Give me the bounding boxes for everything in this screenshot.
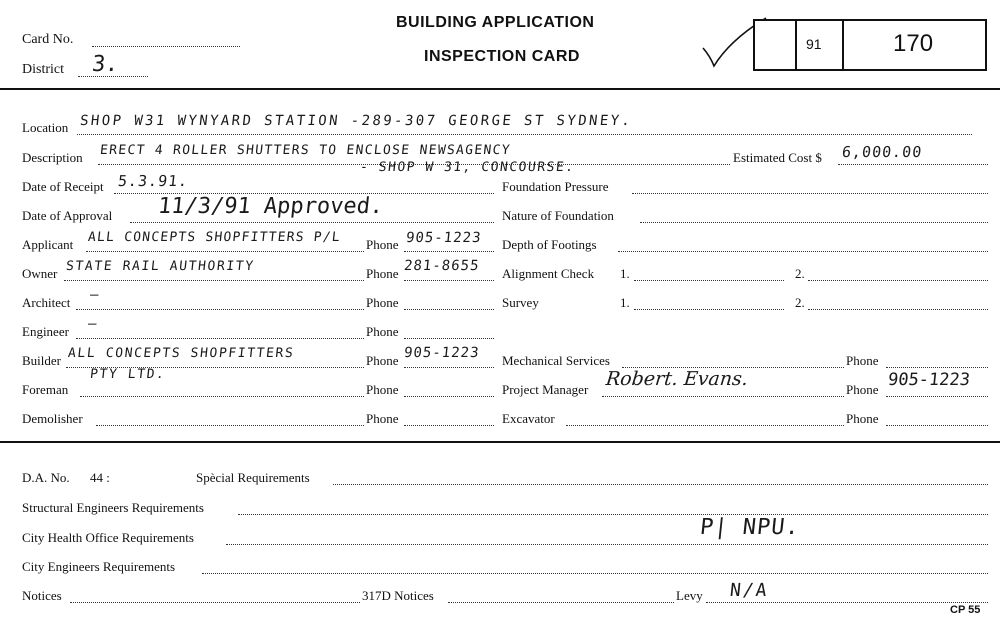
- box-divider: [795, 19, 797, 71]
- excavator-label: Excavator: [502, 411, 555, 426]
- owner-dotted-line: [64, 280, 364, 281]
- alignment-two-label: 2.: [795, 266, 805, 281]
- builder-value-2: PTY LTD.: [89, 367, 167, 382]
- description-label: Description: [22, 150, 83, 165]
- nature-foundation-dotted-line: [640, 222, 988, 223]
- mechanical-phone-label: Phone: [846, 353, 879, 368]
- box-number: 170: [893, 30, 934, 57]
- card-reference-box: [753, 19, 987, 71]
- approval-label: Date of Approval: [22, 208, 113, 223]
- special-requirements-dotted-line: [333, 484, 988, 485]
- applicant-value: ALL CONCEPTS SHOPFITTERS P/L: [87, 230, 342, 245]
- city-engineers-label: City Engineers Requirements: [22, 559, 176, 574]
- applicant-dotted-line: [86, 251, 364, 252]
- da-no-label: D.A. No.: [22, 470, 70, 485]
- health-value: P| NPU.: [698, 515, 802, 540]
- box-year: 91: [806, 36, 822, 52]
- owner-phone-dotted-line: [404, 280, 494, 281]
- owner-phone-value: 281-8655: [403, 258, 481, 274]
- district-value: 3.: [90, 52, 120, 77]
- card-no-label: Card No.: [22, 32, 74, 47]
- survey-two-dotted-line: [808, 309, 988, 310]
- district-label: District: [22, 62, 64, 77]
- notices-317d-label: 317D Notices: [362, 588, 434, 603]
- builder-phone-label: Phone: [366, 353, 399, 368]
- form-code: CP 55: [950, 604, 981, 616]
- health-label: City Health Office Requirements: [22, 530, 194, 545]
- levy-dotted-line: [706, 602, 988, 603]
- project-manager-value: Robert. Evans.: [604, 368, 750, 390]
- project-manager-dotted-line: [602, 396, 844, 397]
- foreman-phone-dotted-line: [404, 396, 494, 397]
- estimated-cost-value: 6,000.00: [841, 143, 924, 161]
- architect-phone-label: Phone: [366, 295, 399, 310]
- project-manager-phone-value: 905-1223: [886, 370, 971, 390]
- project-manager-label: Project Manager: [502, 382, 589, 397]
- applicant-phone-label: Phone: [366, 237, 399, 252]
- special-requirements-label: Spècial Requirements: [196, 470, 310, 485]
- project-manager-phone-label: Phone: [846, 382, 879, 397]
- structural-dotted-line: [238, 514, 988, 515]
- applicant-phone-value: 905-1223: [405, 230, 483, 246]
- engineer-phone-dotted-line: [404, 338, 494, 339]
- architect-value: –: [89, 287, 101, 303]
- demolisher-label: Demolisher: [22, 411, 83, 426]
- demolisher-phone-label: Phone: [366, 411, 399, 426]
- survey-label: Survey: [502, 295, 539, 310]
- alignment-one-label: 1.: [620, 266, 630, 281]
- nature-foundation-label: Nature of Foundation: [502, 208, 614, 223]
- project-manager-phone-dotted-line: [886, 396, 988, 397]
- title-line-1: BUILDING APPLICATION: [396, 14, 595, 31]
- notices-dotted-line: [70, 602, 360, 603]
- survey-two-label: 2.: [795, 295, 805, 310]
- owner-value: STATE RAIL AUTHORITY: [65, 259, 256, 274]
- receipt-label: Date of Receipt: [22, 179, 104, 194]
- foreman-dotted-line: [80, 396, 364, 397]
- approval-value: 11/3/91 Approved.: [156, 194, 385, 219]
- applicant-label: Applicant: [22, 237, 74, 252]
- foundation-pressure-label: Foundation Pressure: [502, 179, 609, 194]
- engineer-dotted-line: [76, 338, 364, 339]
- excavator-phone-label: Phone: [846, 411, 879, 426]
- architect-label: Architect: [22, 295, 71, 310]
- notices-label: Notices: [22, 588, 62, 603]
- section-divider: [0, 441, 1000, 443]
- architect-dotted-line: [76, 309, 364, 310]
- location-value: SHOP W31 WYNYARD STATION -289-307 GEORGE ST SYDNEY.: [79, 113, 634, 129]
- estimated-cost-dotted-line: [838, 164, 988, 165]
- levy-label: Levy: [676, 588, 703, 603]
- owner-phone-label: Phone: [366, 266, 399, 281]
- mechanical-label: Mechanical Services: [502, 353, 610, 368]
- demolisher-phone-dotted-line: [404, 425, 494, 426]
- health-dotted-line: [226, 544, 988, 545]
- description-value: ERECT 4 ROLLER SHUTTERS TO ENCLOSE NEWSAGENCY: [99, 143, 512, 158]
- estimated-cost-label: Estimated Cost $: [733, 150, 822, 165]
- header-divider: [0, 88, 1000, 90]
- mechanical-phone-dotted-line: [886, 367, 988, 368]
- location-label: Location: [22, 120, 69, 135]
- receipt-value: 5.3.91.: [117, 172, 190, 190]
- owner-label: Owner: [22, 266, 58, 281]
- approval-dotted-line: [130, 222, 494, 223]
- alignment-label: Alignment Check: [502, 266, 595, 281]
- applicant-phone-dotted-line: [404, 251, 494, 252]
- builder-phone-dotted-line: [404, 367, 494, 368]
- title-line-2: INSPECTION CARD: [424, 48, 580, 65]
- engineer-phone-label: Phone: [366, 324, 399, 339]
- builder-phone-value: 905-1223: [403, 345, 481, 361]
- architect-phone-dotted-line: [404, 309, 494, 310]
- card-no-dotted-line: [92, 46, 240, 47]
- engineer-label: Engineer: [22, 324, 69, 339]
- structural-label: Structural Engineers Requirements: [22, 500, 204, 515]
- foundation-pressure-dotted-line: [632, 193, 988, 194]
- survey-one-dotted-line: [634, 309, 784, 310]
- excavator-phone-dotted-line: [886, 425, 988, 426]
- city-engineers-dotted-line: [202, 573, 988, 574]
- location-dotted-line: [77, 134, 972, 135]
- demolisher-dotted-line: [96, 425, 364, 426]
- depth-footings-dotted-line: [618, 251, 988, 252]
- notices-317d-dotted-line: [448, 602, 674, 603]
- levy-value: N/A: [728, 580, 770, 601]
- box-divider: [842, 19, 844, 71]
- survey-one-label: 1.: [620, 295, 630, 310]
- foreman-label: Foreman: [22, 382, 69, 397]
- description-value-2: - SHOP W 31, CONCOURSE.: [359, 160, 576, 175]
- excavator-dotted-line: [566, 425, 844, 426]
- alignment-two-dotted-line: [808, 280, 988, 281]
- builder-label: Builder: [22, 353, 61, 368]
- alignment-one-dotted-line: [634, 280, 784, 281]
- depth-footings-label: Depth of Footings: [502, 237, 597, 252]
- foreman-phone-label: Phone: [366, 382, 399, 397]
- engineer-value: —: [87, 316, 99, 332]
- da-no-value: 44 :: [90, 470, 110, 485]
- builder-value: ALL CONCEPTS SHOPFITTERS: [67, 346, 296, 361]
